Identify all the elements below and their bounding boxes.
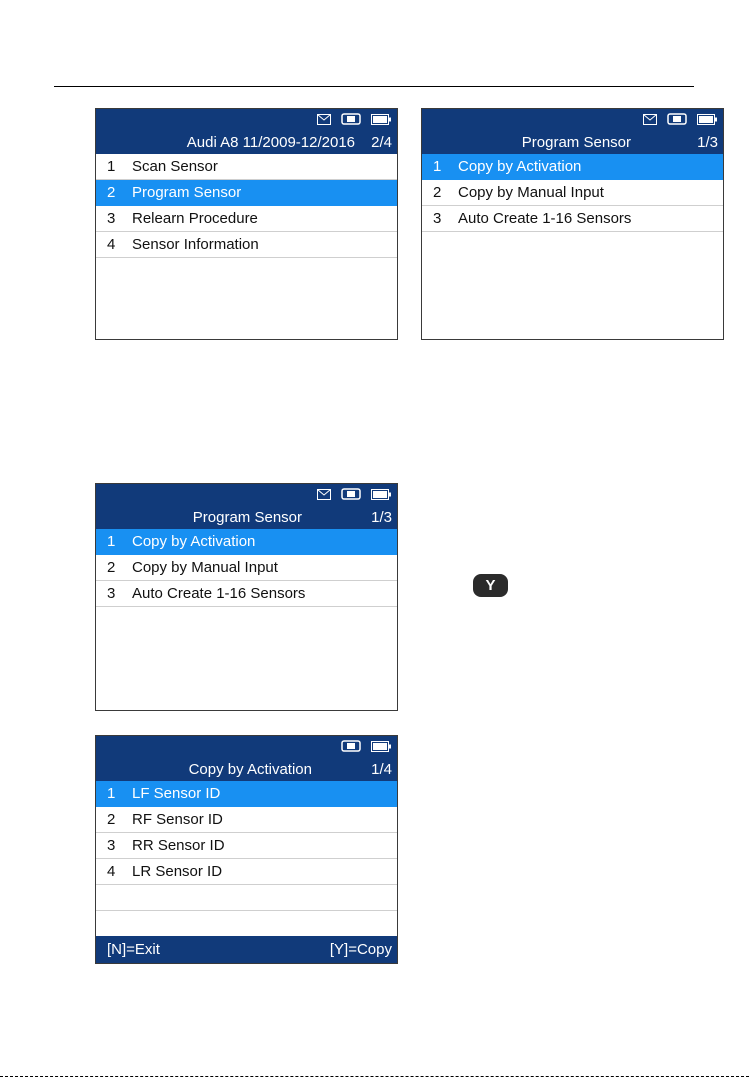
- exit-hint[interactable]: [N]=Exit: [107, 941, 160, 958]
- page-indicator: 1/3: [371, 509, 392, 526]
- page-indicator: 1/3: [697, 134, 718, 151]
- mail-icon: [317, 114, 331, 125]
- top-rule: [54, 86, 694, 87]
- battery-icon: [371, 114, 391, 125]
- menu-item-copy-by-manual-input[interactable]: 2 Copy by Manual Input: [422, 180, 723, 206]
- menu-item-rf-sensor-id[interactable]: 2 RF Sensor ID: [96, 807, 397, 833]
- battery-icon: [371, 489, 391, 500]
- menu-item-program-sensor[interactable]: 2 Program Sensor: [96, 180, 397, 206]
- page-indicator: 2/4: [371, 134, 392, 151]
- mail-icon: [317, 489, 331, 500]
- screen-title: Program Sensor: [192, 509, 302, 526]
- screen-title: Program Sensor: [521, 134, 631, 151]
- screen-header: [96, 484, 397, 529]
- screen-header: [96, 736, 397, 781]
- copy-hint[interactable]: [Y]=Copy: [329, 941, 392, 958]
- screen-program-sensor: [421, 108, 724, 340]
- screen-footer: [96, 936, 397, 963]
- battery-icon: [697, 114, 717, 125]
- menu-item-relearn-procedure[interactable]: 3 Relearn Procedure: [96, 206, 397, 232]
- menu-item-auto-create-sensors[interactable]: 3 Auto Create 1-16 Sensors: [422, 206, 723, 232]
- mail-icon: [643, 114, 657, 125]
- screen-title: Copy by Activation: [188, 761, 312, 778]
- menu-item-lr-sensor-id[interactable]: 4 LR Sensor ID: [96, 859, 397, 885]
- menu-item-rr-sensor-id[interactable]: 3 RR Sensor ID: [96, 833, 397, 859]
- page-indicator: 1/4: [371, 761, 392, 778]
- menu-item-scan-sensor[interactable]: 1 Scan Sensor: [96, 154, 397, 180]
- bottom-rule: [0, 1076, 749, 1077]
- menu-item-copy-by-activation[interactable]: 1 Copy by Activation: [422, 154, 723, 180]
- vci-connection-icon: [341, 113, 361, 125]
- screen-program-sensor-2: [95, 483, 398, 711]
- y-key-button[interactable]: Y: [473, 574, 508, 597]
- vci-connection-icon: [341, 740, 361, 752]
- screen-header: [422, 109, 723, 154]
- vci-connection-icon: [341, 488, 361, 500]
- empty-row: [96, 885, 397, 911]
- menu-item-auto-create-sensors[interactable]: 3 Auto Create 1-16 Sensors: [96, 581, 397, 607]
- menu-item-lf-sensor-id[interactable]: 1 LF Sensor ID: [96, 781, 397, 807]
- screen-title: Audi A8 11/2009-12/2016: [186, 134, 355, 151]
- screen-vehicle-menu: [95, 108, 398, 340]
- menu-item-copy-by-activation[interactable]: 1 Copy by Activation: [96, 529, 397, 555]
- menu-item-copy-by-manual-input[interactable]: 2 Copy by Manual Input: [96, 555, 397, 581]
- menu-item-sensor-information[interactable]: 4 Sensor Information: [96, 232, 397, 258]
- screen-header: [96, 109, 397, 154]
- vci-connection-icon: [667, 113, 687, 125]
- battery-icon: [371, 741, 391, 752]
- screen-copy-by-activation: [95, 735, 398, 964]
